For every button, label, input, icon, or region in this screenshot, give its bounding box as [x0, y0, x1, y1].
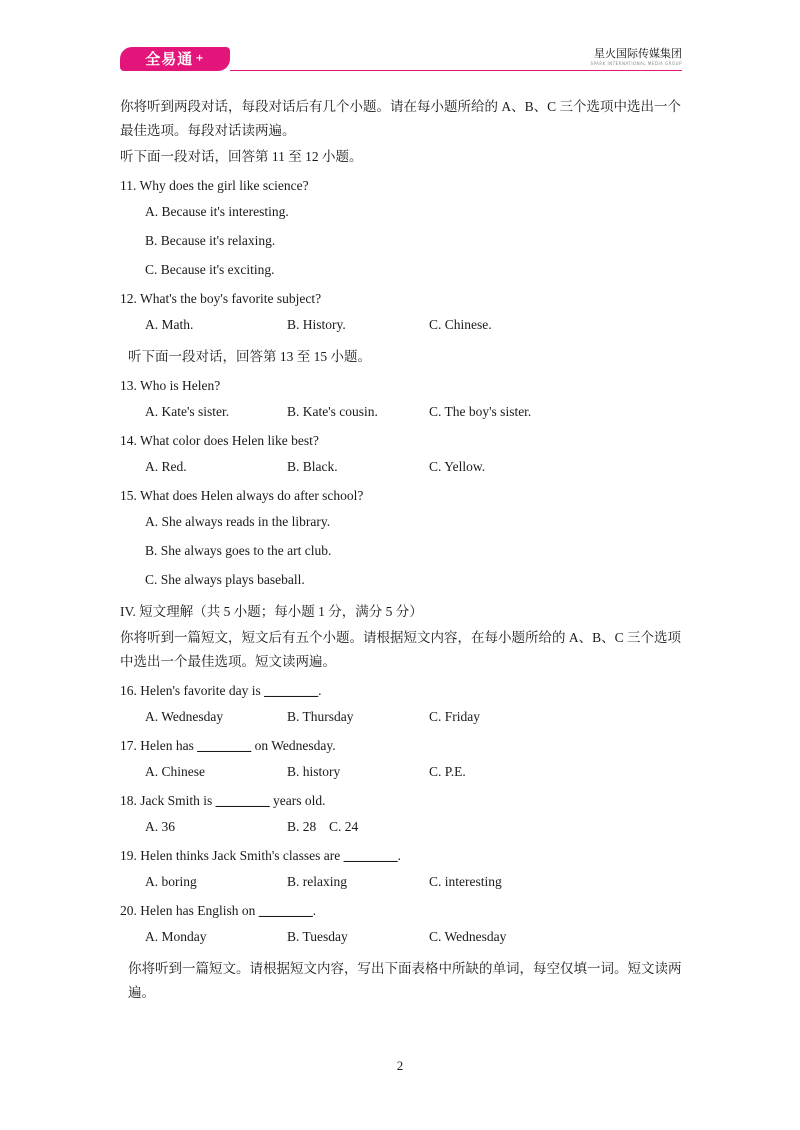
- q18-blank: ________: [215, 793, 270, 808]
- q20-blank: ________: [258, 903, 313, 918]
- exam-content: [120, 95, 685, 1007]
- section-iv-title: IV. 短文理解（共 5 小题；每小题 1 分，满分 5 分）: [120, 604, 423, 619]
- q17-blank: ________: [197, 738, 252, 753]
- q15-option-c: C. She always plays baseball.: [145, 572, 305, 587]
- question-16: [120, 682, 685, 700]
- question-11: 11. Why does the girl like science?: [120, 178, 309, 193]
- logo-text: 全易通: [145, 50, 194, 68]
- q12-options: [145, 316, 685, 334]
- q14-option-a: A. Red.: [145, 459, 187, 474]
- q17-options: [145, 763, 685, 781]
- q14-options: [145, 458, 685, 476]
- q19-stem: 19. Helen thinks Jack Smith's classes are: [120, 848, 344, 863]
- question-13: 13. Who is Helen?: [120, 378, 221, 393]
- logo-mark: +: [195, 53, 205, 64]
- q20-option-b: B. Tuesday: [287, 929, 348, 944]
- q18-options: [145, 818, 685, 836]
- instructions-passage: 你将听到一篇短文，短文后有五个小题。请根据短文内容，在每小题所给的 A、B、C 三个选项中选出一个最佳选项。短文读两遍。: [120, 630, 682, 669]
- q14-option-c: C. Yellow.: [429, 459, 486, 474]
- q13-option-b: B. Kate's cousin.: [287, 404, 378, 419]
- q13-option-c: C. The boy's sister.: [429, 404, 532, 419]
- q19-options: [145, 873, 685, 891]
- q18-stem: 18. Jack Smith is: [120, 793, 216, 808]
- q17-stem-end: on Wednesday.: [251, 738, 336, 753]
- q20-option-a: A. Monday: [145, 929, 207, 944]
- q15-option-b: B. She always goes to the art club.: [145, 543, 332, 558]
- page-number: 2: [396, 1058, 404, 1073]
- q12-option-b: B. History.: [287, 317, 346, 332]
- q17-option-c: C. P.E.: [429, 764, 466, 779]
- question-20: [120, 902, 685, 920]
- q17-option-a: A. Chinese: [145, 764, 205, 779]
- q16-option-c: C. Friday: [429, 709, 481, 724]
- question-12: 12. What's the boy's favorite subject?: [120, 291, 322, 306]
- publisher-subtitle: SPARK INTERNATIONAL MEDIA GROUP: [590, 61, 682, 66]
- q11-option-c: C. Because it's exciting.: [145, 262, 275, 277]
- q13-option-a: A. Kate's sister.: [145, 404, 230, 419]
- header-divider: [230, 70, 682, 71]
- instructions-fill-table: 你将听到一篇短文。请根据短文内容，写出下面表格中所缺的单词，每空仅填一词。短文读两遍。: [128, 961, 682, 1000]
- publisher-name: 星火国际传媒集团: [594, 47, 682, 60]
- q20-option-c: C. Wednesday: [429, 929, 507, 944]
- q19-option-c: C. interesting: [429, 874, 502, 889]
- q19-blank: ________: [343, 848, 398, 863]
- q16-stem-end: .: [318, 683, 322, 698]
- q12-option-c: C. Chinese.: [429, 317, 492, 332]
- q14-option-b: B. Black.: [287, 459, 338, 474]
- q11-option-b: B. Because it's relaxing.: [145, 233, 276, 248]
- q12-option-a: A. Math.: [145, 317, 194, 332]
- question-15: 15. What does Helen always do after school?: [120, 488, 364, 503]
- q20-stem-end: .: [312, 903, 317, 918]
- q20-stem: 20. Helen has English on: [120, 903, 259, 918]
- q18-option-a: A. 36: [145, 819, 175, 834]
- q18-stem-end: years old.: [269, 793, 326, 808]
- brand-logo: [120, 47, 230, 71]
- q18-option-b: B. 28: [287, 819, 317, 834]
- q15-option-a: A. She always reads in the library.: [145, 514, 331, 529]
- q16-option-a: A. Wednesday: [145, 709, 224, 724]
- instructions-dialogs: 你将听到两段对话，每段对话后有几个小题。请在每小题所给的 A、B、C 三个选项中选出一个最佳选项。每段对话读两遍。: [120, 99, 682, 138]
- question-17: [120, 737, 685, 755]
- q16-stem: 16. Helen's favorite day is: [120, 683, 265, 698]
- q11-option-a: A. Because it's interesting.: [145, 204, 289, 219]
- q19-option-a: A. boring: [145, 874, 197, 889]
- dialog2-heading: 听下面一段对话，回答第 13 至 15 小题。: [128, 349, 371, 364]
- q16-options: [145, 708, 685, 726]
- q20-options: [145, 928, 685, 946]
- q16-blank: ________: [264, 683, 319, 698]
- q17-stem: 17. Helen has: [120, 738, 198, 753]
- dialog1-heading: 听下面一段对话，回答第 11 至 12 小题。: [120, 149, 363, 164]
- publisher-block: [590, 47, 682, 67]
- q18-option-c: C. 24: [329, 819, 359, 834]
- q17-option-b: B. history: [287, 764, 341, 779]
- question-18: [120, 792, 685, 810]
- q19-option-b: B. relaxing: [287, 874, 347, 889]
- q13-options: [145, 403, 685, 421]
- page-header: [0, 0, 800, 80]
- question-19: [120, 847, 685, 865]
- question-14: 14. What color does Helen like best?: [120, 433, 319, 448]
- q16-option-b: B. Thursday: [287, 709, 354, 724]
- q19-stem-end: .: [397, 848, 402, 863]
